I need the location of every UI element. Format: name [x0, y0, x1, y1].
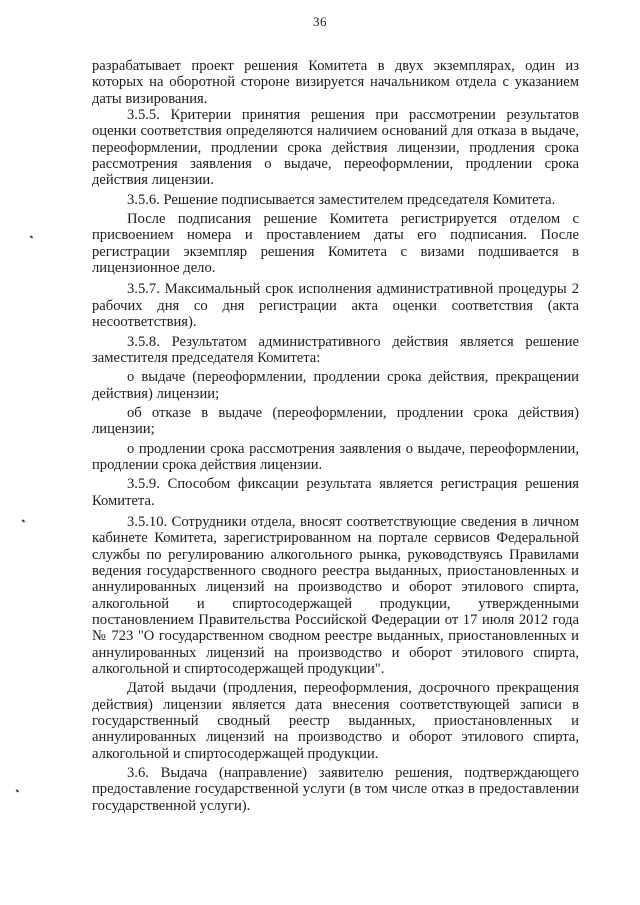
paragraph-3-5-8: 3.5.8. Результатом административного действия является решение заместителя председателя Комитета:: [92, 333, 579, 366]
page-number: 36: [313, 14, 327, 29]
margin-mark: [16, 789, 19, 792]
paragraph-3-5-6: 3.5.6. Решение подписывается заместителем председателя Комитета.: [127, 191, 556, 208]
list-item-refusal: об отказе в выдаче (переоформлении, продлении срока действия) лицензии;: [92, 404, 579, 438]
paragraph-continuation: разрабатывает проект решения Комитета в двух экземплярах, один из которых на оборотной стороне визируется начальником отдела с указанием даты визирования.: [92, 58, 579, 107]
paragraph-issue-date: Датой выдачи (продления, переоформления, досрочного прекращения действия) лицензии является дата внесения соответствующей записи в государственный сводный реестр выданных, приостановленных и аннулированных лицензий на производство и оборот этилового спирта, алкогольной и спиртосодержащей продукции.: [92, 680, 579, 762]
paragraph-3-5-9: 3.5.9. Способом фиксации результата является регистрация решения Комитета.: [92, 476, 579, 509]
paragraph-3-5-10: 3.5.10. Сотрудники отдела, вносят соответствующие сведения в личном кабинете Комитета, зарегистрированном на портале сервисов Федеральной службы по регулированию алкогольного рынка, руководствуясь Правилами ведения государственного сводного реестра выданных, приостановленных и аннулированных лицензий на производство и оборот этилового спирта, алкогольной и спиртосодержащей продукции, утвержденными постановлением Правительства Российской Федерации от 17 июля 2012 года № 723 "О государственном сводном реестре выданных, приостановленных и аннулированных лицензий на производство и оборот этилового спирта, алкогольной и спиртосодержащей продукции".: [92, 513, 579, 678]
margin-mark: [22, 519, 25, 522]
margin-mark: [30, 235, 33, 238]
list-item-extension: о продлении срока рассмотрения заявления о выдаче, переоформлении, продлении срока действия лицензии.: [92, 440, 579, 473]
paragraph-registration: После подписания решение Комитета регистрируется отделом с присвоением номера и проставлением даты его подписания. После регистрации экземпляр решения Комитета с визами подшивается в лицензионное дело.: [92, 211, 579, 277]
paragraph-3-5-5: 3.5.5. Критерии принятия решения при рассмотрении результатов оценки соответствия определяются наличием оснований для отказа в выдаче, переоформлении, продлении срока действия лицензии, продления срока рассмотрения заявления о выдаче, переоформлении, продлении срока действия лицензии.: [92, 107, 579, 189]
list-item-issue: о выдаче (переоформлении, продлении срока действия, прекращении действия) лицензии;: [92, 369, 579, 402]
paragraph-3-5-7: 3.5.7. Максимальный срок исполнения административной процедуры 2 рабочих дня со дня регистрации акта оценки соответствия (акта несоответствия).: [92, 281, 579, 331]
document-body: [92, 58, 579, 814]
paragraph-3-6: 3.6. Выдача (направление) заявителю решения, подтверждающего предоставление государственной услуги (в том числе отказ в предоставлении государственной услуги).: [92, 765, 579, 814]
